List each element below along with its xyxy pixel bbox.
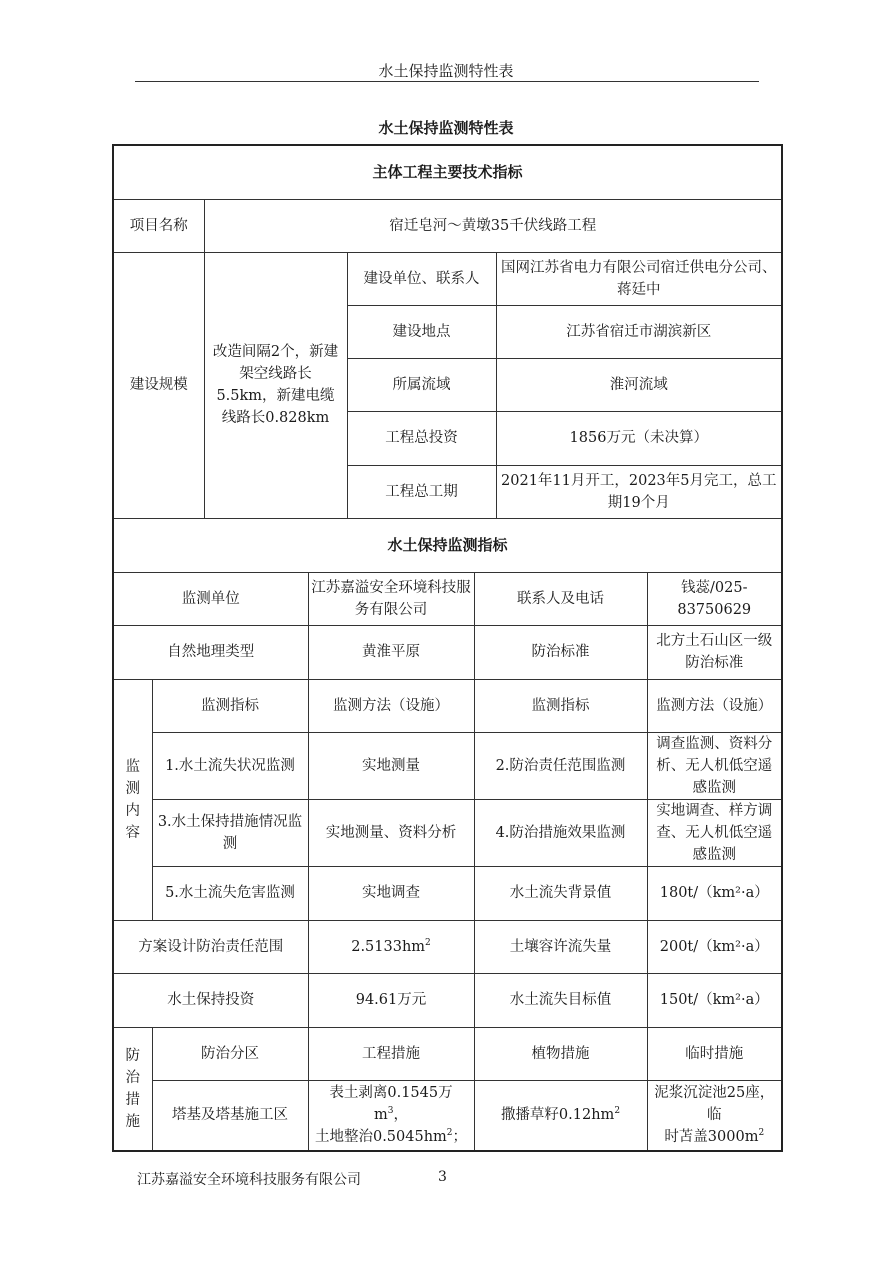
document-title: 水土保持监测特性表 bbox=[378, 119, 514, 137]
measures-header-zone: 防治分区 bbox=[152, 1027, 308, 1080]
content-indicator: 3.水土保持措施情况监测 bbox=[152, 799, 308, 866]
measures-label bbox=[113, 1027, 152, 1151]
content-indicator: 2.防治责任范围监测 bbox=[474, 732, 647, 799]
content-label-char: 容 bbox=[125, 824, 140, 841]
content-label-char: 监 bbox=[125, 758, 140, 775]
location-label: 建设地点 bbox=[347, 305, 496, 358]
measures-header-engineering: 工程措施 bbox=[308, 1027, 474, 1080]
content-method: 调查监测、资料分析、无人机低空遥感监测 bbox=[647, 732, 782, 799]
section2-heading-row bbox=[113, 518, 782, 572]
content-header-method1: 监测方法（设施） bbox=[308, 679, 474, 732]
eng-line3: 土地整治0.5045hm bbox=[314, 1129, 447, 1146]
investment-value: 1856万元（未决算） bbox=[496, 411, 782, 465]
investment-label: 工程总投资 bbox=[347, 411, 496, 465]
content-header-indicator2: 监测指标 bbox=[474, 679, 647, 732]
duration-value: 2021年11月开工，2023年5月完工，总工期19个月 bbox=[496, 465, 782, 518]
basin-value: 淮河流域 bbox=[496, 358, 782, 411]
builder-label: 建设单位、联系人 bbox=[347, 252, 496, 305]
scope-value bbox=[308, 920, 474, 973]
content-row bbox=[113, 866, 782, 920]
content-label-char: 测 bbox=[125, 780, 140, 797]
builder-value: 国网江苏省电力有限公司宿迁供电分公司、蒋廷中 bbox=[496, 252, 782, 305]
measures-temporary bbox=[647, 1080, 782, 1151]
geo-type-value: 黄淮平原 bbox=[308, 625, 474, 679]
content-method: 实地调查 bbox=[308, 866, 474, 920]
invest-row bbox=[113, 973, 782, 1027]
scale-value: 改造间隔2个，新建架空线路长5.5km，新建电缆线路长0.828km bbox=[204, 252, 347, 518]
footer-company: 江苏嘉溢安全环境科技服务有限公司 bbox=[137, 1172, 361, 1188]
measures-header-row bbox=[113, 1027, 782, 1080]
invest-value: 94.61万元 bbox=[308, 973, 474, 1027]
scope-label: 方案设计防治责任范围 bbox=[113, 920, 308, 973]
measures-zone: 塔基及塔基施工区 bbox=[152, 1080, 308, 1151]
page-number: 3 bbox=[438, 1169, 447, 1185]
eng-line2: m bbox=[374, 1107, 388, 1124]
standard-label: 防治标准 bbox=[474, 625, 647, 679]
content-label-char: 内 bbox=[125, 802, 140, 819]
section1-heading-row bbox=[113, 145, 782, 199]
contact-label: 联系人及电话 bbox=[474, 572, 647, 625]
content-row bbox=[113, 732, 782, 799]
temp-line2: 时苫盖3000m bbox=[664, 1129, 759, 1146]
project-name-label: 项目名称 bbox=[113, 199, 204, 252]
scale-row bbox=[113, 252, 782, 305]
background-value: 180t/（km²·a） bbox=[647, 866, 782, 920]
content-header-method2: 监测方法（设施） bbox=[647, 679, 782, 732]
invest-label: 水土保持投资 bbox=[113, 973, 308, 1027]
plant-exponent: 2 bbox=[614, 1106, 621, 1117]
soil-loss-label: 土壤容许流失量 bbox=[474, 920, 647, 973]
header-divider bbox=[135, 81, 759, 82]
monitor-unit-label: 监测单位 bbox=[113, 572, 308, 625]
target-label: 水土流失目标值 bbox=[474, 973, 647, 1027]
scope-row bbox=[113, 920, 782, 973]
basin-label: 所属流域 bbox=[347, 358, 496, 411]
temp-line1: 泥浆沉淀池25座，临 bbox=[654, 1085, 775, 1124]
contact-value: 钱蕊/025-83750629 bbox=[647, 572, 782, 625]
section1-heading: 主体工程主要技术指标 bbox=[113, 145, 782, 199]
eng-line2-exponent: 3 bbox=[387, 1106, 394, 1117]
eng-line2-tail: ， bbox=[393, 1107, 408, 1124]
measures-plant bbox=[474, 1080, 647, 1151]
temp-line2-exponent: 2 bbox=[758, 1128, 765, 1139]
plant-value: 撒播草籽0.12hm bbox=[500, 1107, 615, 1124]
monitor-unit-value: 江苏嘉溢安全环境科技服务有限公司 bbox=[308, 572, 474, 625]
content-row bbox=[113, 799, 782, 866]
content-indicator: 5.水土流失危害监测 bbox=[152, 866, 308, 920]
measures-header-plant: 植物措施 bbox=[474, 1027, 647, 1080]
measures-label-char: 措 bbox=[125, 1091, 140, 1108]
content-method: 实地测量 bbox=[308, 732, 474, 799]
measures-header-temporary: 临时措施 bbox=[647, 1027, 782, 1080]
section2-heading: 水土保持监测指标 bbox=[113, 518, 782, 572]
eng-line3-exponent: 2 bbox=[446, 1128, 453, 1139]
scope-value-number: 2.5133hm bbox=[351, 938, 426, 955]
monitor-unit-row bbox=[113, 572, 782, 625]
geo-row bbox=[113, 625, 782, 679]
monitoring-spec-table bbox=[112, 144, 783, 1152]
measures-label-char: 防 bbox=[125, 1047, 140, 1064]
measures-row bbox=[113, 1080, 782, 1151]
scale-label: 建设规模 bbox=[113, 252, 204, 518]
scope-value-exponent: 2 bbox=[425, 937, 431, 948]
target-value: 150t/（km²·a） bbox=[647, 973, 782, 1027]
content-indicator: 1.水土流失状况监测 bbox=[152, 732, 308, 799]
project-name-value: 宿迁皂河～黄墩35千伏线路工程 bbox=[204, 199, 782, 252]
content-header-indicator1: 监测指标 bbox=[152, 679, 308, 732]
monitoring-content-label bbox=[113, 679, 152, 920]
eng-line1: 表土剥离0.1545万 bbox=[329, 1085, 453, 1102]
content-method: 实地测量、资料分析 bbox=[308, 799, 474, 866]
standard-value: 北方土石山区一级防治标准 bbox=[647, 625, 782, 679]
background-value-label: 水土流失背景值 bbox=[474, 866, 647, 920]
running-header: 水土保持监测特性表 bbox=[378, 62, 514, 80]
measures-label-char: 治 bbox=[125, 1069, 140, 1086]
geo-type-label: 自然地理类型 bbox=[113, 625, 308, 679]
measures-engineering bbox=[308, 1080, 474, 1151]
content-header-row bbox=[113, 679, 782, 732]
content-method: 实地调查、样方调查、无人机低空遥感监测 bbox=[647, 799, 782, 866]
location-value: 江苏省宿迁市湖滨新区 bbox=[496, 305, 782, 358]
project-name-row bbox=[113, 199, 782, 252]
eng-line3-tail: ； bbox=[452, 1129, 468, 1146]
soil-loss-value: 200t/（km²·a） bbox=[647, 920, 782, 973]
duration-label: 工程总工期 bbox=[347, 465, 496, 518]
measures-label-char: 施 bbox=[125, 1113, 140, 1130]
content-indicator: 4.防治措施效果监测 bbox=[474, 799, 647, 866]
